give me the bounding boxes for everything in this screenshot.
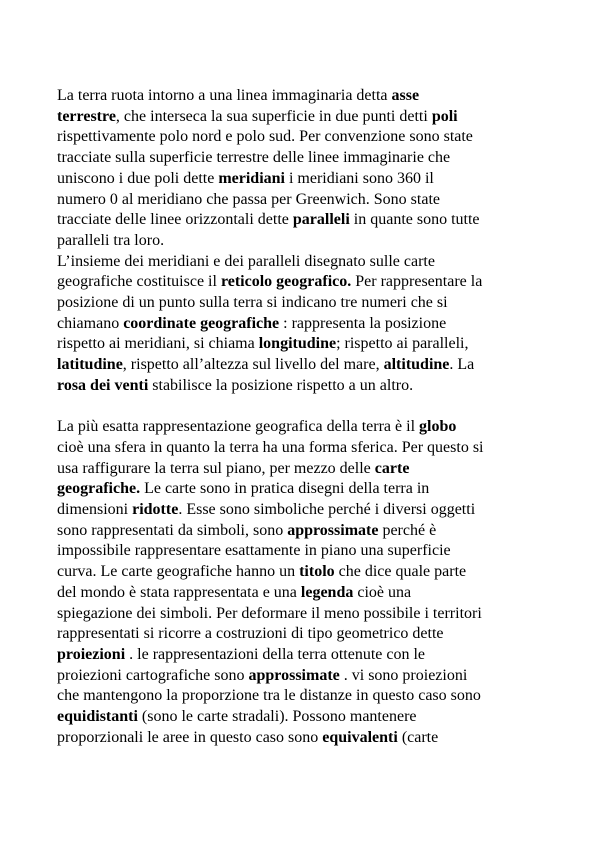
text-line: sono rappresentati da simboli, sono approssimate perché è <box>57 521 437 539</box>
text-line: proiezioni . le rappresentazioni della terra ottenute con le <box>57 645 426 663</box>
text-line: geografiche costituisce il reticolo geografico. Per rappresentare la <box>57 273 483 291</box>
text-line: spiegazione dei simboli. Per deformare il meno possibile i territori <box>57 604 482 622</box>
text-line: rosa dei venti stabilisce la posizione rispetto a un altro. <box>57 376 414 394</box>
text-line: La più esatta rappresentazione geografica della terra è il globo <box>57 418 457 436</box>
text-line: rispettivamente polo nord e polo sud. Per convenzione sono state <box>57 128 473 146</box>
text-line: terrestre, che interseca la sua superficie in due punti detti poli <box>57 107 458 125</box>
paragraph-earth-axis <box>57 86 544 252</box>
paragraph-maps <box>57 417 544 748</box>
text-line: chiamano coordinate geografiche : rappresenta la posizione <box>57 314 447 332</box>
text-line: geografiche. Le carte sono in pratica disegni della terra in <box>57 480 430 498</box>
paragraph-geographic-grid <box>57 252 544 397</box>
text-line: paralleli tra loro. <box>57 231 165 249</box>
text-line: latitudine, rispetto all’altezza sul livello del mare, altitudine. La <box>57 356 475 374</box>
text-line: che mantengono la proporzione tra le distanze in questo caso sono <box>57 687 481 705</box>
text-line: dimensioni ridotte. Esse sono simboliche perché i diversi oggetti <box>57 501 476 519</box>
text-line: L’insieme dei meridiani e dei paralleli disegnato sulle carte <box>57 252 435 270</box>
text-line: numero 0 al meridiano che passa per Greenwich. Sono state <box>57 190 440 208</box>
text-line: proporzionali le aree in questo caso sono equivalenti (carte <box>57 728 439 746</box>
text-line: tracciate delle linee orizzontali dette paralleli in quante sono tutte <box>57 211 480 229</box>
text-line: uniscono i due poli dette meridiani i meridiani sono 360 il <box>57 169 434 187</box>
text-line: usa raffigurare la terra sul piano, per mezzo delle carte <box>57 459 410 477</box>
text-line: impossibile rappresentare esattamente in piano una superficie <box>57 542 451 560</box>
text-line: curva. Le carte geografiche hanno un titolo che dice quale parte <box>57 563 467 581</box>
text-line: posizione di un punto sulla terra si indicano tre numeri che si <box>57 294 448 312</box>
text-line: equidistanti (sono le carte stradali). Possono mantenere <box>57 708 417 726</box>
text-line: proiezioni cartografiche sono approssimate . vi sono proiezioni <box>57 666 468 684</box>
text-line: La terra ruota intorno a una linea immaginaria detta asse <box>57 87 420 104</box>
text-line: del mondo è stata rappresentata e una legenda cioè una <box>57 583 412 601</box>
document-page <box>57 86 544 748</box>
text-line: rispetto ai meridiani, si chiama longitudine; rispetto ai paralleli, <box>57 335 469 353</box>
text-line: cioè una sfera in quanto la terra ha una forma sferica. Per questo si <box>57 438 484 456</box>
text-line: rappresentati si ricorre a costruzioni di tipo geometrico dette <box>57 625 444 643</box>
text-line: tracciate sulla superficie terrestre delle linee immaginarie che <box>57 149 451 167</box>
